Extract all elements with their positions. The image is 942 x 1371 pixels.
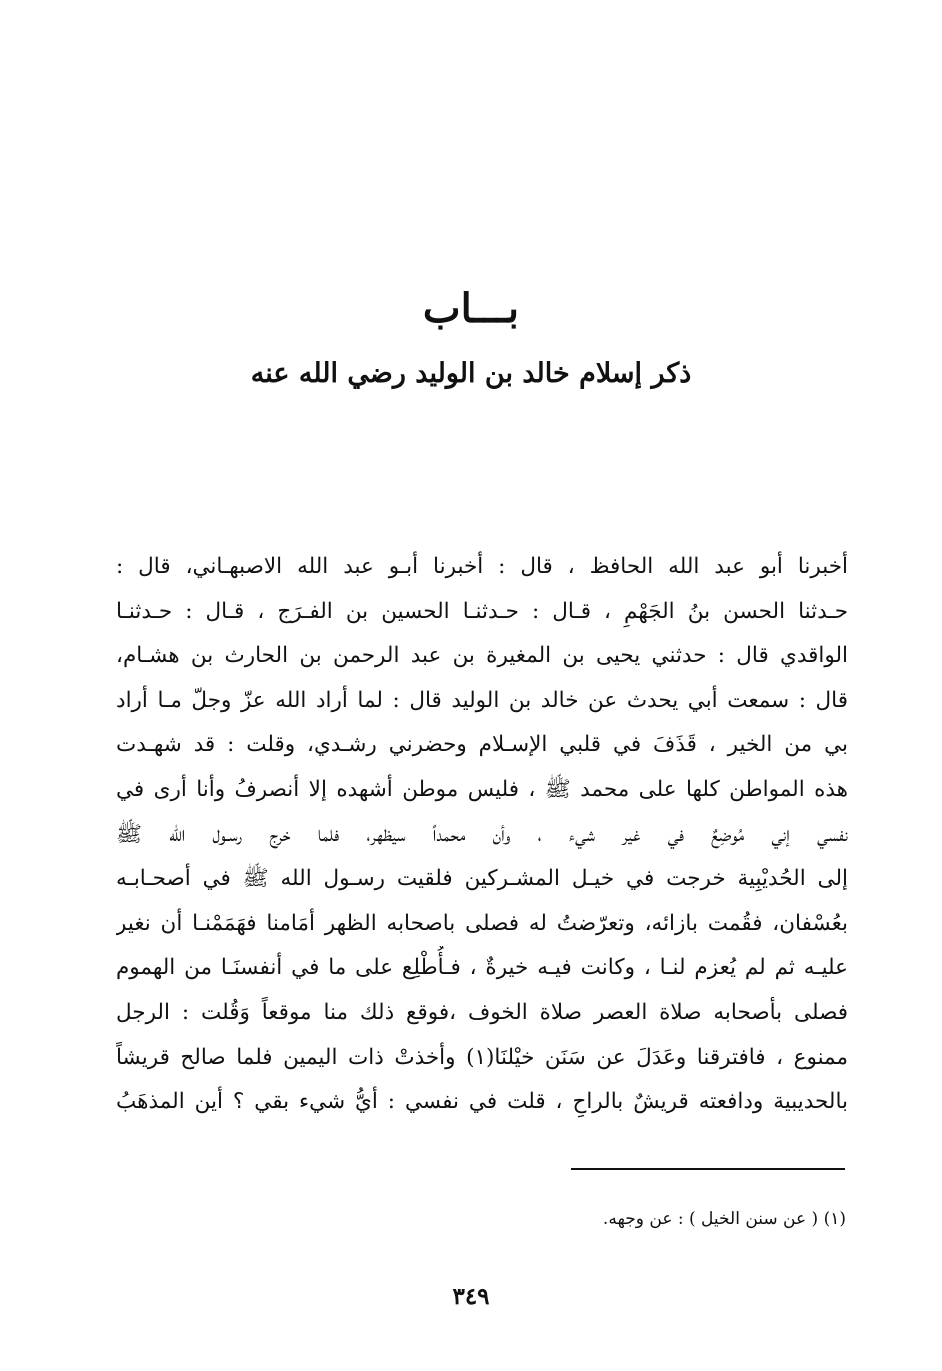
body-line-12: ممنوع ، فافترقنا وعَدَلَ عن سَنَن خيْلنَا(١) وأخذتْ ذات اليمين فلما صالح قريشاً: [116, 1044, 848, 1070]
body-line-3: الواقدي قال : حدثني يحيى بن المغيرة بن عبد الرحمن بن الحارث بن هشـام،: [116, 643, 848, 669]
body-line-9: بعُسْفان، فقُمت بازائه، وتعرّضتُ له فصلى باصحابه الظهر أمَامنا فهَمَمْنـا أن نغير: [116, 910, 848, 936]
body-line-10: عليـه ثم لم يُعزم لنـا ، وكانت فيـه خيرةٌ ، فـأُطْلِع على ما في أنفسنَـا من الهموم: [116, 955, 848, 981]
body-line-4: قال : سمعت أبي يحدث عن خالد بن الوليد قال : لما أراد الله عزّ وجلّ مـا أراد: [116, 687, 848, 713]
body-line-5: بي من الخير ، قَذَفَ في قلبي الإسـلام وحضرني رشـدي، وقلت : قد شهـدت: [116, 732, 848, 758]
footnote-divider: [571, 1168, 845, 1170]
body-line-1: أخبرنا أبو عبد الله الحافظ ، قال : أخبرنا أبـو عبد الله الاصبهـاني، قال :: [116, 554, 848, 579]
chapter-heading: بـــاب: [422, 285, 520, 332]
body-line-6: هذه المواطن كلها على محمد ﷺ ، فليس موطن أشهده إلا أنصرفُ وأنا أرى في: [116, 776, 848, 802]
body-line-2: حـدثنا الحسن بنُ الجَهْمِ ، قـال : حـدثنـا الحسين بن الفـرَج ، قـال : حـدثنـا: [116, 598, 848, 624]
page-number: ٣٤٩: [452, 1283, 490, 1310]
body-line-7: نفسي إني مُوضِعٌ في غير شيء ، وأن محمداً سيظهر، فلما خرج رسـول الله ﷺ: [116, 821, 848, 847]
body-line-8: إلى الحُديْبِية خرجت في خيـل المشـركين فلقيت رسـول الله ﷺ في أصحـابـه: [116, 866, 848, 892]
footnote: (١) ( عن سنن الخيل ) : عن وجهه.: [602, 1209, 846, 1229]
body-line-11: فصلى بأصحابه صلاة العصر صلاة الخوف ،فوقع ذلك منا موقعاً وَقُلت : الرجل: [116, 999, 848, 1025]
chapter-subtitle: ذكر إسلام خالد بن الوليد رضي الله عنه: [250, 358, 692, 389]
body-line-13: بالحديبية ودافعته قريشٌ بالراحِ ، قلت في نفسي : أيُّ شيء بقي ؟ أين المذهَبُ: [116, 1089, 848, 1115]
body-text: [116, 545, 848, 1125]
